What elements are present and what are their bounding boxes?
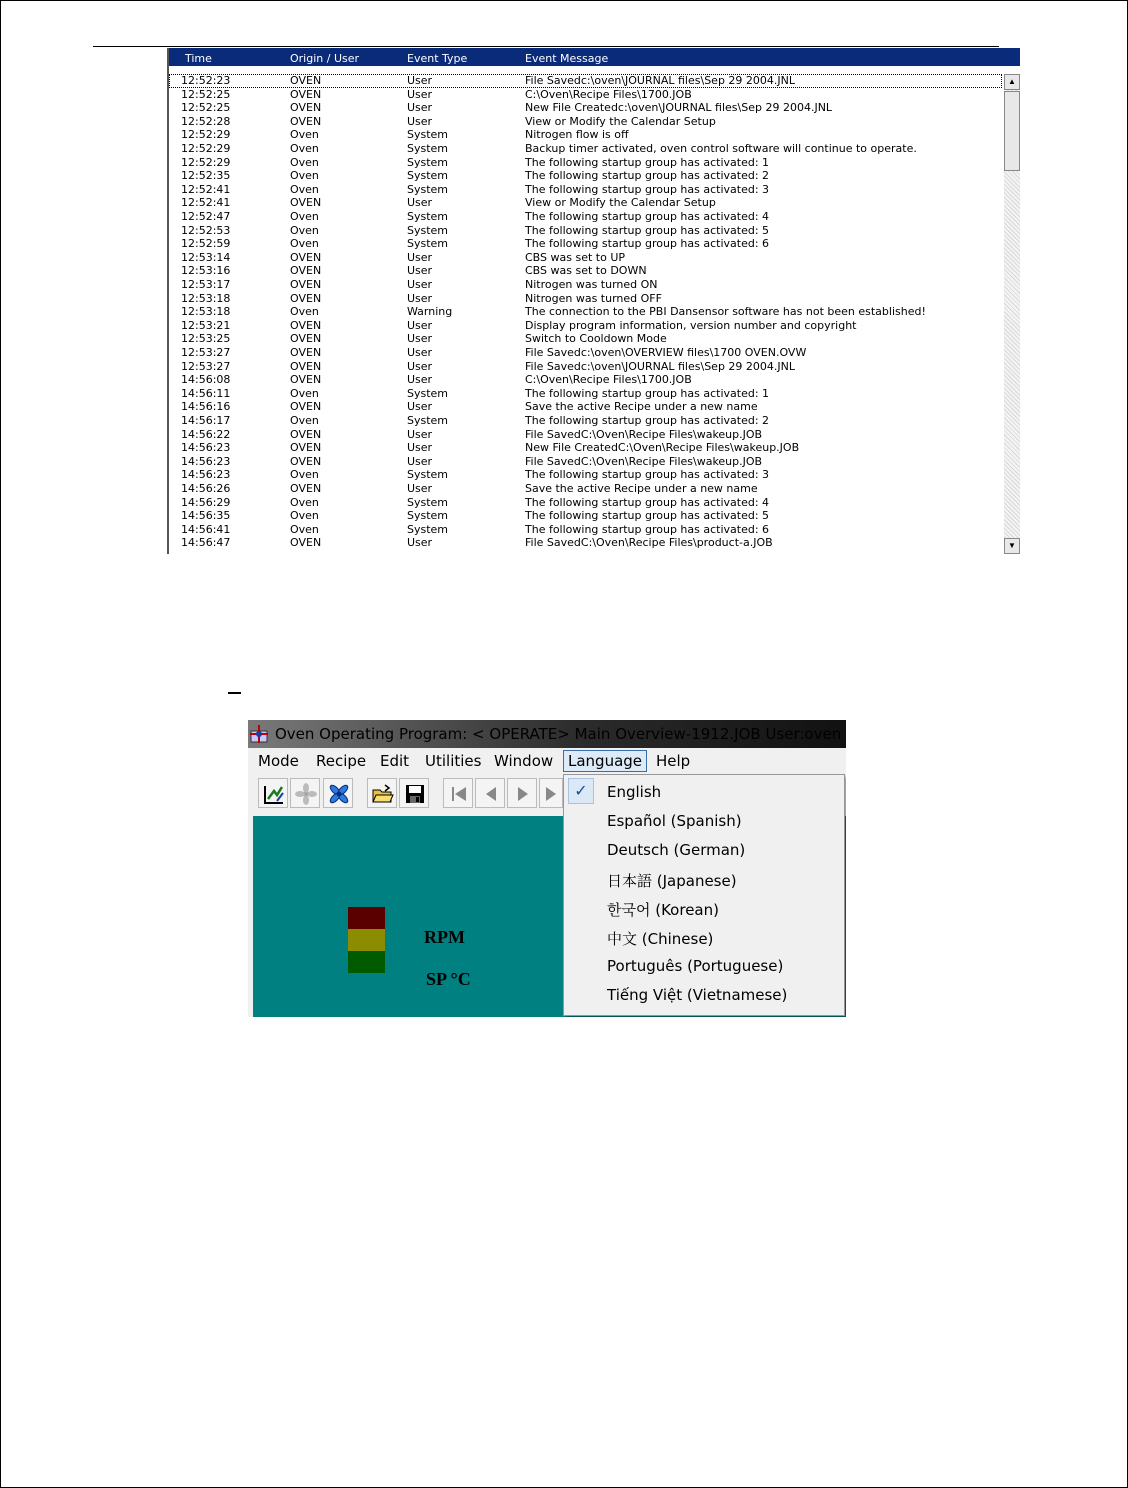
log-event-type: System [407, 182, 449, 196]
log-time: 12:53:18 [181, 305, 231, 319]
log-message: CBS was set to DOWN [525, 264, 647, 278]
log-time: 14:56:22 [181, 427, 231, 441]
log-time: 12:52:41 [181, 196, 231, 210]
log-time: 14:56:35 [181, 509, 231, 523]
log-time: 12:52:47 [181, 210, 231, 223]
log-time: 12:52:25 [181, 101, 231, 115]
log-origin: Oven [290, 155, 319, 169]
log-time: 12:52:41 [181, 182, 231, 196]
log-origin: OVEN [290, 264, 322, 278]
log-time: 12:53:14 [181, 250, 231, 264]
log-event-type: User [407, 373, 433, 387]
log-time: 12:52:29 [181, 155, 231, 169]
log-message: The following startup group has activated: 5 [525, 223, 770, 237]
log-time: 12:52:53 [181, 223, 231, 237]
log-message: The following startup group has activated: 5 [525, 509, 770, 523]
log-message: View or Modify the Calendar Setup [525, 114, 716, 128]
log-time: 14:56:17 [181, 414, 231, 427]
log-message: Switch to Cooldown Mode [525, 332, 667, 346]
menu-utilities[interactable]: Utilities [425, 752, 482, 770]
log-time: 14:56:16 [181, 400, 231, 414]
log-time: 14:56:47 [181, 536, 231, 550]
language-item-vietnamese[interactable]: Tiếng Việt (Vietnamese) [607, 986, 788, 1004]
log-time: 12:53:18 [181, 291, 231, 305]
log-time: 14:56:29 [181, 495, 231, 509]
menu-help[interactable]: Help [656, 752, 691, 770]
arrow-up-icon[interactable]: ▲ [1004, 74, 1020, 90]
first-record-button[interactable] [443, 778, 473, 808]
table-row[interactable] [169, 183, 1002, 197]
log-event-type: User [407, 278, 433, 291]
header-time[interactable]: Time [185, 52, 212, 65]
log-message: File Savedc:\oven\JOURNAL files\Sep 29 2004.JNL [525, 359, 796, 373]
save-button[interactable] [399, 778, 429, 808]
language-item-japanese[interactable]: 日本語 (Japanese) [607, 872, 737, 890]
log-message: The following startup group has activated: 4 [525, 495, 770, 509]
log-event-type: User [407, 400, 433, 414]
log-event-type: User [407, 318, 433, 332]
log-message: The following startup group has activated: 4 [525, 210, 770, 223]
log-time: 12:52:25 [181, 87, 231, 101]
signal-light-green [348, 951, 385, 973]
log-time: 14:56:23 [181, 441, 231, 455]
log-message: The following startup group has activated: 6 [525, 237, 770, 251]
table-row[interactable] [169, 115, 1002, 129]
table-row[interactable] [169, 319, 1002, 333]
log-event-type: User [407, 441, 433, 455]
signal-light-yellow [348, 929, 385, 951]
log-origin: Oven [290, 169, 319, 183]
log-origin: Oven [290, 386, 319, 400]
table-row[interactable] [169, 387, 1002, 401]
table-row[interactable] [169, 414, 1002, 428]
log-origin: OVEN [290, 318, 322, 332]
log-origin: Oven [290, 182, 319, 196]
table-row[interactable] [169, 441, 1002, 455]
log-body [169, 74, 1002, 554]
log-origin: OVEN [290, 332, 322, 346]
log-event-type: User [407, 264, 433, 278]
table-row[interactable] [169, 88, 1002, 102]
log-event-type: User [407, 346, 433, 359]
log-message: C:\Oven\Recipe Files\1700.JOB [525, 87, 692, 101]
log-message: Save the active Recipe under a new name [525, 400, 758, 414]
log-origin: OVEN [290, 346, 322, 359]
fan-icon [328, 783, 350, 805]
log-origin: OVEN [290, 114, 322, 128]
log-event-type: User [407, 114, 433, 128]
log-message: The connection to the PBI Dansensor software has not been established! [525, 305, 926, 319]
log-time: 14:56:08 [181, 373, 231, 387]
log-time: 14:56:26 [181, 482, 231, 495]
log-message: Nitrogen flow is off [525, 128, 629, 142]
language-item-chinese[interactable]: 中文 (Chinese) [607, 930, 714, 948]
log-event-type: System [407, 155, 449, 169]
log-time: 12:53:27 [181, 346, 231, 359]
log-message: Save the active Recipe under a new name [525, 482, 758, 495]
menu-edit[interactable]: Edit [380, 752, 410, 770]
log-event-type: User [407, 427, 433, 441]
log-message: File Savedc:\oven\JOURNAL files\Sep 29 2004.JNL [525, 74, 796, 87]
table-row[interactable] [169, 400, 1002, 414]
log-message: CBS was set to UP [525, 250, 626, 264]
log-origin: OVEN [290, 373, 322, 387]
table-row[interactable] [169, 210, 1002, 224]
log-event-type: System [407, 386, 449, 400]
log-event-type: Warning [407, 305, 453, 319]
fan-disabled-button[interactable] [290, 778, 320, 808]
table-row[interactable] [169, 346, 1002, 360]
table-row[interactable] [169, 373, 1002, 387]
log-message: Backup timer activated, oven control software will continue to operate. [525, 142, 917, 155]
log-message: File SavedC:\Oven\Recipe Files\product-a.JOB [525, 536, 773, 550]
edit-recipe-button[interactable] [258, 778, 288, 808]
log-event-type: System [407, 495, 449, 509]
log-time: 14:56:11 [181, 386, 231, 400]
log-message: Display program information, version number and copyright [525, 318, 857, 332]
table-row[interactable] [169, 523, 1002, 537]
log-origin: Oven [290, 210, 319, 223]
log-time: 12:53:21 [181, 318, 231, 332]
table-row[interactable] [169, 224, 1002, 238]
log-origin: OVEN [290, 427, 322, 441]
table-row[interactable] [169, 360, 1002, 374]
log-message: The following startup group has activated: 2 [525, 169, 770, 183]
log-time: 12:52:28 [181, 114, 231, 128]
log-time: 12:52:35 [181, 169, 231, 183]
log-origin: Oven [290, 495, 319, 509]
log-event-type: System [407, 468, 449, 482]
log-event-type: System [407, 237, 449, 251]
table-row[interactable] [169, 264, 1002, 278]
vertical-scrollbar[interactable] [1004, 74, 1020, 554]
table-row[interactable] [169, 169, 1002, 183]
log-event-type: User [407, 482, 433, 495]
log-event-type: User [407, 291, 433, 305]
log-message: The following startup group has activated: 6 [525, 522, 770, 536]
table-row[interactable] [169, 74, 1002, 88]
log-event-type: System [407, 522, 449, 536]
open-folder-icon [372, 783, 394, 805]
log-origin: Oven [290, 522, 319, 536]
log-time: 12:52:23 [181, 74, 231, 87]
log-event-type: System [407, 509, 449, 523]
log-origin: OVEN [290, 196, 322, 210]
log-time: 14:56:41 [181, 522, 231, 536]
log-time: 14:56:23 [181, 454, 231, 468]
log-time: 12:52:29 [181, 142, 231, 155]
language-item-english[interactable]: English [607, 783, 662, 801]
table-row[interactable] [169, 468, 1002, 482]
table-row[interactable] [169, 428, 1002, 442]
log-origin: OVEN [290, 400, 322, 414]
log-message: C:\Oven\Recipe Files\1700.JOB [525, 373, 692, 387]
table-row[interactable] [169, 305, 1002, 319]
log-message: File Savedc:\oven\OVERVIEW files\1700 OVEN.OVW [525, 346, 807, 359]
log-event-type: User [407, 332, 433, 346]
menu-bar [248, 748, 846, 774]
setpoint-label: SP °C [426, 969, 471, 989]
table-row[interactable] [169, 128, 1002, 142]
log-time: 12:52:29 [181, 128, 231, 142]
rpm-label: RPM [424, 927, 465, 947]
table-row[interactable] [169, 509, 1002, 523]
log-event-type: User [407, 250, 433, 264]
window-title: Oven Operating Program: < OPERATE> Main Overview-1912.JOB User:oven [275, 725, 842, 743]
edit-recipe-icon [263, 783, 285, 805]
menu-window[interactable]: Window [494, 752, 554, 770]
first-icon [448, 783, 470, 805]
open-button[interactable] [367, 778, 397, 808]
arrow-down-icon[interactable]: ▼ [1004, 538, 1020, 554]
log-event-type: System [407, 210, 449, 223]
log-message: The following startup group has activated: 3 [525, 182, 770, 196]
log-event-type: User [407, 359, 433, 373]
caption-dash [228, 692, 241, 694]
previous-record-button[interactable] [475, 778, 505, 808]
log-message: New File CreatedC:\Oven\Recipe Files\wakeup.JOB [525, 441, 800, 455]
log-time: 12:53:25 [181, 332, 231, 346]
scrollbar-thumb[interactable] [1004, 91, 1020, 171]
table-row[interactable] [169, 156, 1002, 170]
log-event-type: User [407, 536, 433, 550]
header-origin[interactable]: Origin / User [290, 52, 360, 65]
log-message: Nitrogen was turned ON [525, 278, 658, 291]
table-row[interactable] [169, 278, 1002, 292]
table-row[interactable] [169, 142, 1002, 156]
log-event-type: User [407, 454, 433, 468]
log-time: 12:53:17 [181, 278, 231, 291]
menu-mode[interactable]: Mode [258, 752, 299, 770]
save-icon [404, 783, 426, 805]
log-origin: Oven [290, 237, 319, 251]
log-time: 14:56:23 [181, 468, 231, 482]
log-event-type: System [407, 169, 449, 183]
top-rule [93, 46, 999, 47]
log-origin: OVEN [290, 87, 322, 101]
menu-language[interactable]: Language [563, 750, 647, 772]
oven-app-icon [250, 725, 268, 743]
log-message: The following startup group has activated: 1 [525, 386, 770, 400]
log-time: 12:53:27 [181, 359, 231, 373]
log-origin: Oven [290, 142, 319, 155]
log-event-type: User [407, 74, 433, 87]
log-header-row [169, 48, 1020, 66]
previous-icon [480, 783, 502, 805]
event-log-table [167, 48, 1020, 554]
table-row[interactable] [169, 251, 1002, 265]
signal-light-red [348, 907, 385, 929]
log-origin: OVEN [290, 278, 322, 291]
log-message: The following startup group has activated: 1 [525, 155, 770, 169]
next-record-button[interactable] [507, 778, 537, 808]
header-event-type[interactable]: Event Type [407, 52, 468, 65]
log-event-type: User [407, 87, 433, 101]
table-row[interactable] [169, 101, 1002, 115]
log-time: 12:53:16 [181, 264, 231, 278]
table-row[interactable] [169, 196, 1002, 210]
next-icon [512, 783, 534, 805]
log-origin: OVEN [290, 454, 322, 468]
log-message: File SavedC:\Oven\Recipe Files\wakeup.JOB [525, 454, 763, 468]
log-message: Nitrogen was turned OFF [525, 291, 662, 305]
log-origin: OVEN [290, 359, 322, 373]
language-item-korean[interactable]: 한국어 (Korean) [607, 901, 719, 919]
log-origin: OVEN [290, 250, 322, 264]
log-origin: Oven [290, 468, 319, 482]
fan-disabled-icon [295, 783, 317, 805]
log-event-type: System [407, 128, 449, 142]
log-message: New File Createdc:\oven\JOURNAL files\Sep 29 2004.JNL [525, 101, 833, 115]
menu-recipe[interactable]: Recipe [316, 752, 367, 770]
log-event-type: System [407, 223, 449, 237]
language-dropdown [563, 774, 845, 1016]
table-row[interactable] [169, 536, 1002, 550]
last-record-button[interactable] [539, 778, 563, 808]
oven-app-window [248, 720, 846, 1017]
log-origin: OVEN [290, 482, 322, 495]
log-origin: OVEN [290, 74, 322, 87]
log-event-type: User [407, 196, 433, 210]
log-origin: Oven [290, 509, 319, 523]
log-origin: OVEN [290, 101, 322, 115]
log-event-type: User [407, 101, 433, 115]
fan-button[interactable] [323, 778, 353, 808]
log-origin: Oven [290, 223, 319, 237]
log-time: 12:52:59 [181, 237, 231, 251]
log-message: File SavedC:\Oven\Recipe Files\wakeup.JOB [525, 427, 763, 441]
log-origin: OVEN [290, 291, 322, 305]
log-event-type: System [407, 414, 449, 427]
log-origin: Oven [290, 414, 319, 427]
log-origin: Oven [290, 128, 319, 142]
log-message: The following startup group has activated: 3 [525, 468, 770, 482]
header-event-message[interactable]: Event Message [525, 52, 609, 65]
table-row[interactable] [169, 482, 1002, 496]
language-item-german[interactable]: Deutsch (German) [607, 841, 746, 859]
log-message: View or Modify the Calendar Setup [525, 196, 716, 210]
log-origin: OVEN [290, 536, 322, 550]
table-row[interactable] [169, 332, 1002, 346]
log-event-type: System [407, 142, 449, 155]
language-item-spanish[interactable]: Español (Spanish) [607, 812, 742, 830]
log-origin: Oven [290, 305, 319, 319]
log-origin: OVEN [290, 441, 322, 455]
table-row[interactable] [169, 455, 1002, 469]
table-row[interactable] [169, 237, 1002, 251]
table-row[interactable] [169, 496, 1002, 510]
log-message: The following startup group has activated: 2 [525, 414, 770, 427]
table-row[interactable] [169, 292, 1002, 306]
language-item-portuguese[interactable]: Português (Portuguese) [607, 957, 784, 975]
check-icon: ✓ [568, 778, 594, 804]
title-bar [248, 720, 846, 748]
